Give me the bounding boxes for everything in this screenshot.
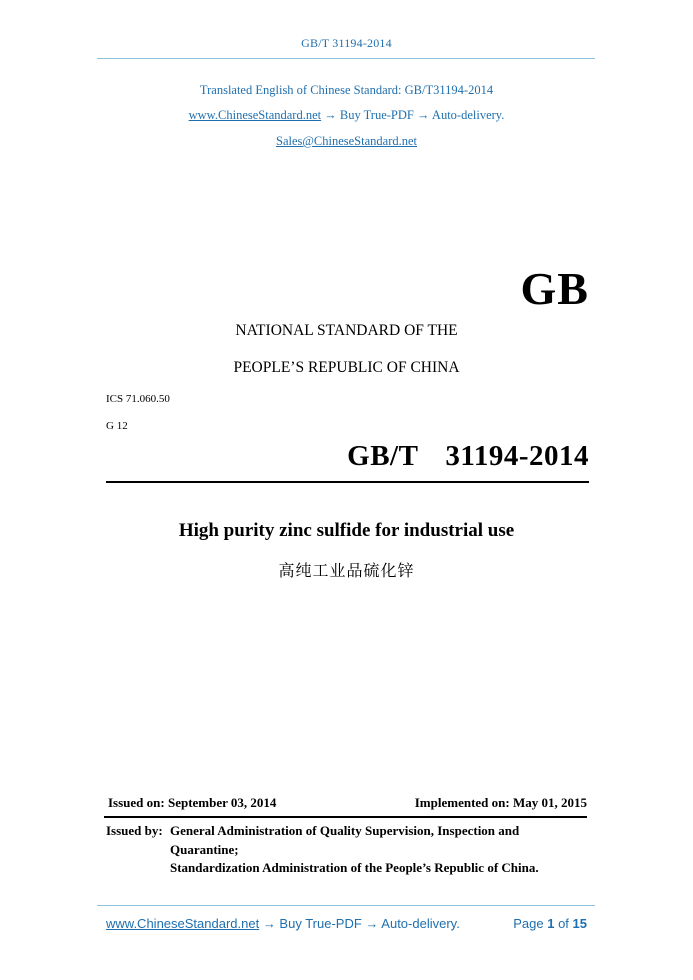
gb-logo: GB	[520, 263, 589, 314]
translation-note: Translated English of Chinese Standard: GB/T31194-2014	[199, 83, 494, 97]
standard-number: GB/T 31194-2014	[347, 440, 589, 472]
classification-code: G 12	[106, 420, 128, 432]
footer-purchase-line	[106, 916, 460, 931]
dates-divider	[104, 816, 587, 818]
purchase-line	[0, 108, 693, 123]
page-current: 1	[547, 916, 555, 931]
issued-by-label: Issued by:	[106, 823, 163, 838]
footer-divider	[97, 905, 595, 906]
sales-email-line	[0, 134, 693, 149]
footer-purchase-text: → Buy True-PDF → Auto-delivery.	[259, 916, 460, 931]
sales-email-link[interactable]: Sales@ChineseStandard.net	[276, 134, 417, 148]
issuer-aqsiq-line1: General Administration of Quality Supervision, Inspection and	[170, 823, 520, 838]
implemented-on-date: Implemented on: May 01, 2015	[414, 795, 587, 810]
page-indicator	[513, 916, 587, 931]
national-standard-line2: PEOPLE’S REPUBLIC OF CHINA	[233, 359, 460, 376]
purchase-text: → Buy True-PDF → Auto-delivery.	[321, 108, 505, 122]
page-total: 15	[572, 916, 587, 931]
issuer-sac: Standardization Administration of the People’s Republic of China.	[170, 860, 539, 875]
site-link[interactable]: www.ChineseStandard.net	[188, 108, 322, 122]
footer-site-link[interactable]: www.ChineseStandard.net	[106, 916, 260, 931]
english-title: High purity zinc sulfide for industrial use	[178, 520, 515, 541]
chinese-title: 高纯工业品硫化锌	[278, 561, 415, 580]
national-standard-line1: NATIONAL STANDARD OF THE	[235, 322, 458, 339]
issuer-aqsiq-line2: Quarantine;	[170, 842, 239, 857]
header-divider	[97, 58, 595, 59]
ics-code: ICS 71.060.50	[106, 393, 170, 405]
page-label: Page	[513, 916, 548, 931]
page-of-label: of	[554, 916, 573, 931]
running-header-title: GB/T 31194-2014	[301, 36, 392, 50]
title-divider	[106, 481, 589, 483]
issued-on-date: Issued on: September 03, 2014	[108, 795, 277, 810]
